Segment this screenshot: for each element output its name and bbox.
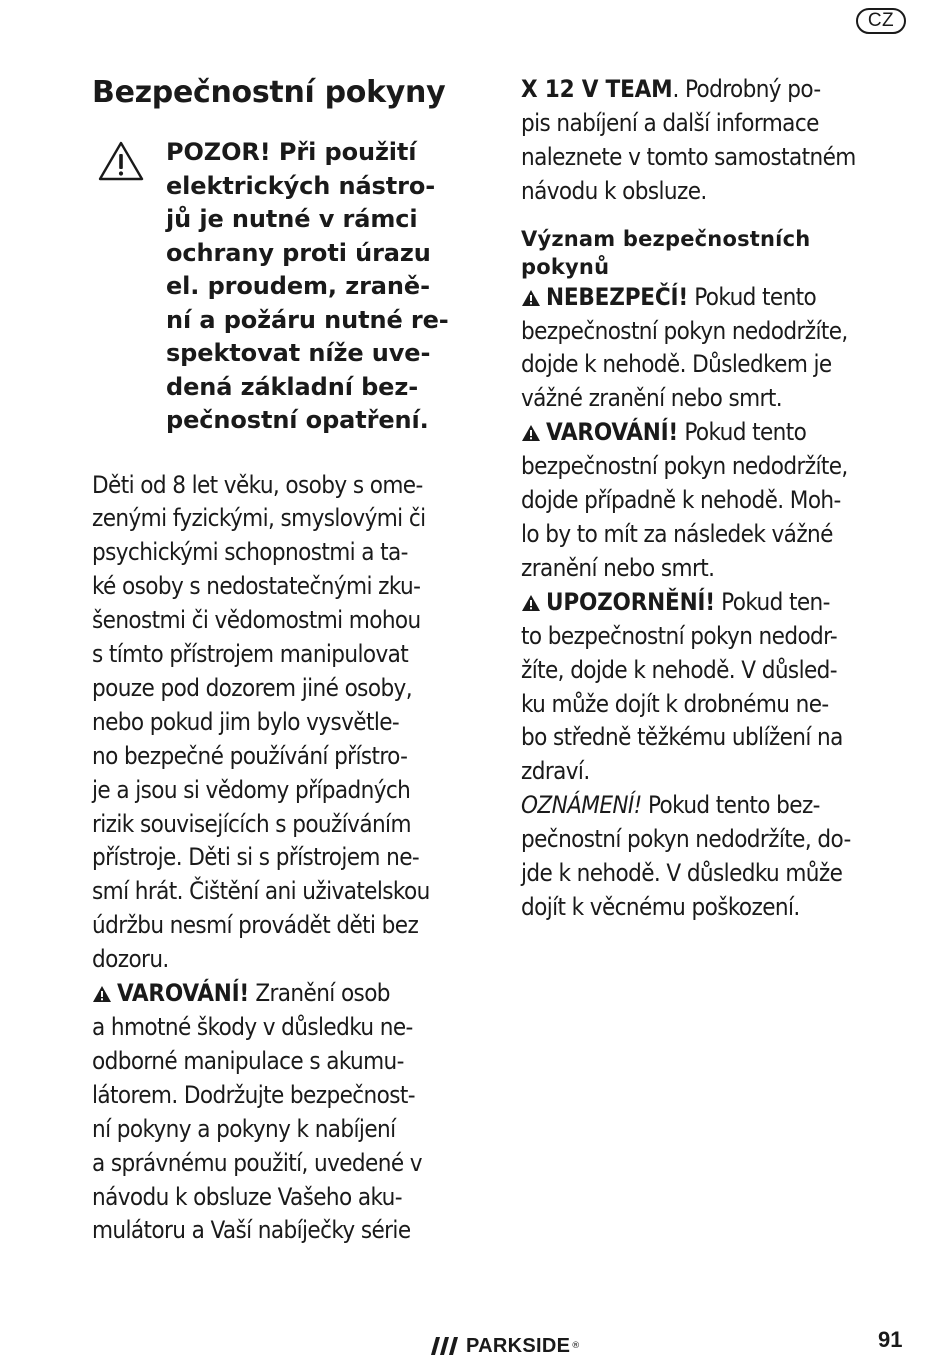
- paragraph-line: návodu k obsluze Vašeho aku-: [92, 1182, 402, 1211]
- paragraph-line: údržbu nesmí provádět děti bez: [92, 911, 419, 940]
- danger-block: [521, 281, 906, 417]
- caution-line: pečnostní opatření.: [166, 406, 429, 434]
- caution-line: elektrických nástro-: [166, 171, 436, 200]
- paragraph-line: nebo pokud jim bylo vysvětle-: [92, 707, 400, 736]
- caution-block: [521, 586, 906, 789]
- paragraph-line: zenými fyzickými, smyslovými či: [92, 504, 426, 533]
- paragraph-line: je a jsou si vědomy případných: [92, 775, 411, 804]
- registered-mark: ®: [571, 1341, 581, 1351]
- notice-first-line: [521, 789, 906, 823]
- continuation-first-line: [521, 73, 906, 107]
- paragraph-line: a hmotné škody v důsledku ne-: [92, 1013, 413, 1041]
- paragraph-line: naleznete v tomto samostatném: [521, 142, 856, 171]
- battery-warning: [92, 977, 477, 1248]
- warning-triangle-icon: [521, 424, 541, 442]
- danger-first-line: [521, 281, 906, 315]
- parkside-logo: [430, 1333, 580, 1359]
- paragraph-line: zranění nebo smrt.: [521, 553, 715, 582]
- caution-box-text: [166, 136, 477, 438]
- warning-triangle-icon: [92, 985, 112, 1003]
- paragraph-line: rizik souvisejících s používáním: [92, 809, 411, 838]
- page-heading: Bezpečnostní pokyny: [92, 75, 446, 110]
- paragraph-line: Děti od 8 let věku, osoby s ome-: [92, 470, 423, 499]
- paragraph-line: žíte, dojde k nehodě. V důsled-: [521, 655, 837, 684]
- paragraph-line: ké osoby s nedostatečnými zku-: [92, 572, 421, 601]
- paragraph-line: zdraví.: [521, 757, 590, 786]
- continuation-paragraph: [521, 73, 906, 209]
- paragraph-line: s tímto přístrojem manipulovat: [92, 640, 409, 669]
- paragraph-line: to bezpečnostní pokyn nedodr-: [521, 621, 838, 650]
- paragraph-line: bo středně těžkému ublížení na: [521, 723, 843, 752]
- brand-name: PARKSIDE: [466, 1334, 571, 1357]
- paragraph-line: dojde k nehodě. Důsledkem je: [521, 350, 832, 379]
- meaning-heading-line: pokynů: [521, 254, 610, 279]
- paragraph-line: dozoru.: [92, 945, 169, 974]
- battery-warning-first-line: [92, 977, 477, 1011]
- caution-line: ochrany proti úrazu: [166, 238, 431, 267]
- notice-text: Pokud tento bez-: [641, 791, 820, 820]
- paragraph-line: pouze pod dozorem jiné osoby,: [92, 673, 412, 702]
- continuation-text: . Podrobný po-: [672, 75, 821, 103]
- language-badge: CZ: [856, 8, 906, 34]
- warning-triangle-icon: [97, 140, 145, 182]
- caution-line: POZOR! Při použití: [166, 138, 417, 166]
- caution-line: ní a požáru nutné re-: [166, 305, 449, 334]
- paragraph-line: vážné zranění nebo smrt.: [521, 384, 782, 413]
- paragraph-line: návodu k obsluze.: [521, 176, 707, 205]
- notice-label: OZNÁMENÍ!: [521, 791, 642, 820]
- paragraph-line: mulátoru a Vaší nabíječky série: [92, 1216, 411, 1245]
- brand-slashes-icon: [430, 1335, 460, 1357]
- notice-block: [521, 789, 906, 925]
- children-paragraph: [92, 469, 477, 978]
- paragraph-line: dojít k věcnému poškození.: [521, 892, 800, 921]
- paragraph-line: bezpečnostní pokyn nedodržíte,: [521, 316, 848, 345]
- meaning-heading-line: Význam bezpečnostních: [521, 226, 811, 251]
- danger-label: NEBEZPEČÍ!: [546, 282, 688, 311]
- paragraph-line: jde k nehodě. V důsledku může: [521, 859, 843, 888]
- warning-triangle-icon: [521, 594, 541, 612]
- paragraph-line: pis nabíjení a další informace: [521, 108, 819, 137]
- left-column: [92, 70, 477, 1248]
- series-name: X 12 V TEAM: [521, 75, 673, 103]
- paragraph-line: pečnostní pokyn nedodržíte, do-: [521, 825, 851, 854]
- paragraph-line: psychickými schopnostmi a ta-: [92, 538, 408, 567]
- warning-label: VAROVÁNÍ!: [117, 979, 250, 1008]
- caution-line: dená základní bez-: [166, 372, 419, 401]
- right-column: [521, 70, 906, 925]
- paragraph-line: šenostmi či vědomostmi mohou: [92, 606, 421, 635]
- paragraph-line: odborné manipulace s akumu-: [92, 1046, 404, 1075]
- paragraph-line: ní pokyny a pokyny k nabíjení: [92, 1114, 396, 1143]
- battery-warning-text: Zranění osob: [249, 979, 390, 1008]
- caution-box: [92, 136, 477, 438]
- warning-first-line: [521, 416, 906, 450]
- paragraph-line: ku může dojít k drobnému ne-: [521, 689, 829, 718]
- caution-line: spektovat níže uve-: [166, 339, 431, 367]
- paragraph-line: dojde případně k nehodě. Moh-: [521, 486, 841, 515]
- warning-text: Pokud tento: [678, 418, 807, 447]
- paragraph-line: látorem. Dodržujte bezpečnost-: [92, 1080, 415, 1109]
- paragraph-line: bezpečnostní pokyn nedodržíte,: [521, 452, 848, 481]
- caution-line: jů je nutné v rámci: [166, 205, 418, 233]
- caution-text: Pokud ten-: [714, 587, 830, 616]
- warning-triangle-icon: [521, 289, 541, 307]
- caution-line: el. proudem, zraně-: [166, 272, 430, 300]
- paragraph-line: no bezpečné používání přístro-: [92, 741, 408, 770]
- paragraph-line: a správnému použití, uvedené v: [92, 1148, 422, 1177]
- caution-label: UPOZORNĚNÍ!: [546, 587, 715, 616]
- paragraph-line: smí hrát. Čištění ani uživatelskou: [92, 877, 430, 906]
- meaning-heading: [521, 225, 906, 281]
- warning-block: [521, 416, 906, 586]
- paragraph-line: lo by to mít za následek vážné: [521, 519, 833, 548]
- page-number: 91: [878, 1327, 903, 1352]
- caution-first-line: [521, 586, 906, 620]
- warning-label: VAROVÁNÍ!: [546, 418, 679, 447]
- paragraph-line: přístroje. Děti si s přístrojem ne-: [92, 843, 420, 872]
- danger-text: Pokud tento: [687, 282, 817, 311]
